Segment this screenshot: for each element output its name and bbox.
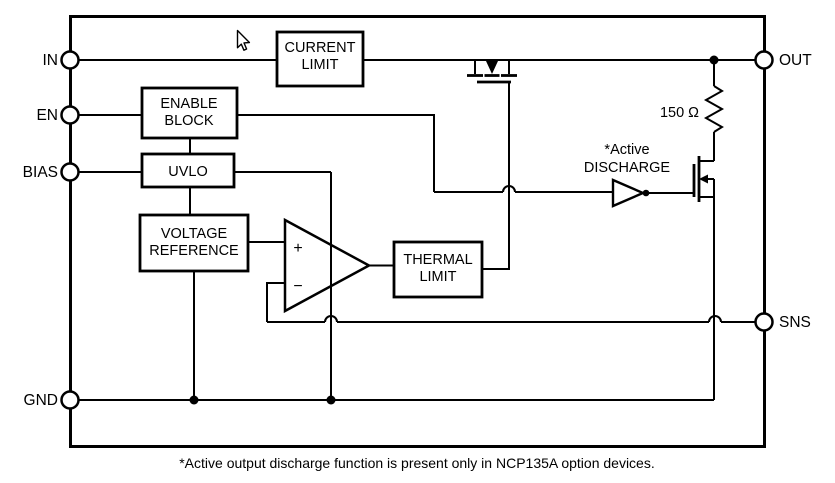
active-discharge-label-2: DISCHARGE (583, 160, 671, 176)
pin-sns (756, 314, 773, 331)
junction-dot (327, 396, 336, 405)
active-discharge-label-1: *Active (604, 142, 650, 158)
discharge-resistor-symbol (706, 60, 722, 161)
wire-sns-feedback (267, 316, 755, 322)
pin-label-bias: BIAS (22, 164, 58, 181)
wire-discharge-drive (434, 186, 613, 192)
pin-label-gnd: GND (23, 392, 58, 409)
pin-label-sns: SNS (779, 314, 811, 331)
pin-label-in: IN (42, 52, 58, 69)
resistor-value-label: 150 Ω (659, 105, 699, 121)
footnote-text: *Active output discharge function is present only in NCP135A option devices. (179, 455, 655, 471)
thermal-limit-label-1: THERMAL (403, 252, 473, 268)
pmos-bulk-arrow-icon (486, 61, 498, 74)
pass-pmos-symbol (467, 60, 517, 82)
wire-feedback-elbow (267, 283, 285, 322)
error-amplifier-symbol (285, 220, 369, 311)
pin-in (62, 52, 79, 69)
wire-gate-drive (482, 82, 509, 269)
pin-label-en: EN (36, 107, 58, 124)
buffer-output-dot (643, 190, 650, 197)
voltage-reference-label-2: REFERENCE (149, 243, 239, 259)
pin-gnd (62, 392, 79, 409)
junction-dots (190, 56, 719, 405)
discharge-buffer-symbol (613, 180, 643, 206)
voltage-reference-label-1: VOLTAGE (160, 226, 228, 242)
current-limit-label-2: LIMIT (301, 57, 339, 73)
pin-en (62, 107, 79, 124)
enable-block-label-1: ENABLE (160, 96, 218, 112)
resistor-zigzag (706, 86, 722, 132)
wire-enable-route (237, 115, 434, 192)
pin-out (756, 52, 773, 69)
junction-dot (710, 56, 719, 65)
uvlo-label: UVLO (168, 164, 208, 180)
opamp-minus-label: − (293, 278, 303, 295)
pin-bias (62, 164, 79, 181)
thermal-limit-label-2: LIMIT (419, 269, 457, 285)
enable-block-label-2: BLOCK (164, 113, 214, 129)
opamp-plus-label: + (293, 240, 303, 257)
junction-dot (190, 396, 199, 405)
mouse-cursor-icon (238, 31, 250, 51)
current-limit-label-1: CURRENT (284, 40, 356, 56)
pin-label-out: OUT (779, 52, 812, 69)
